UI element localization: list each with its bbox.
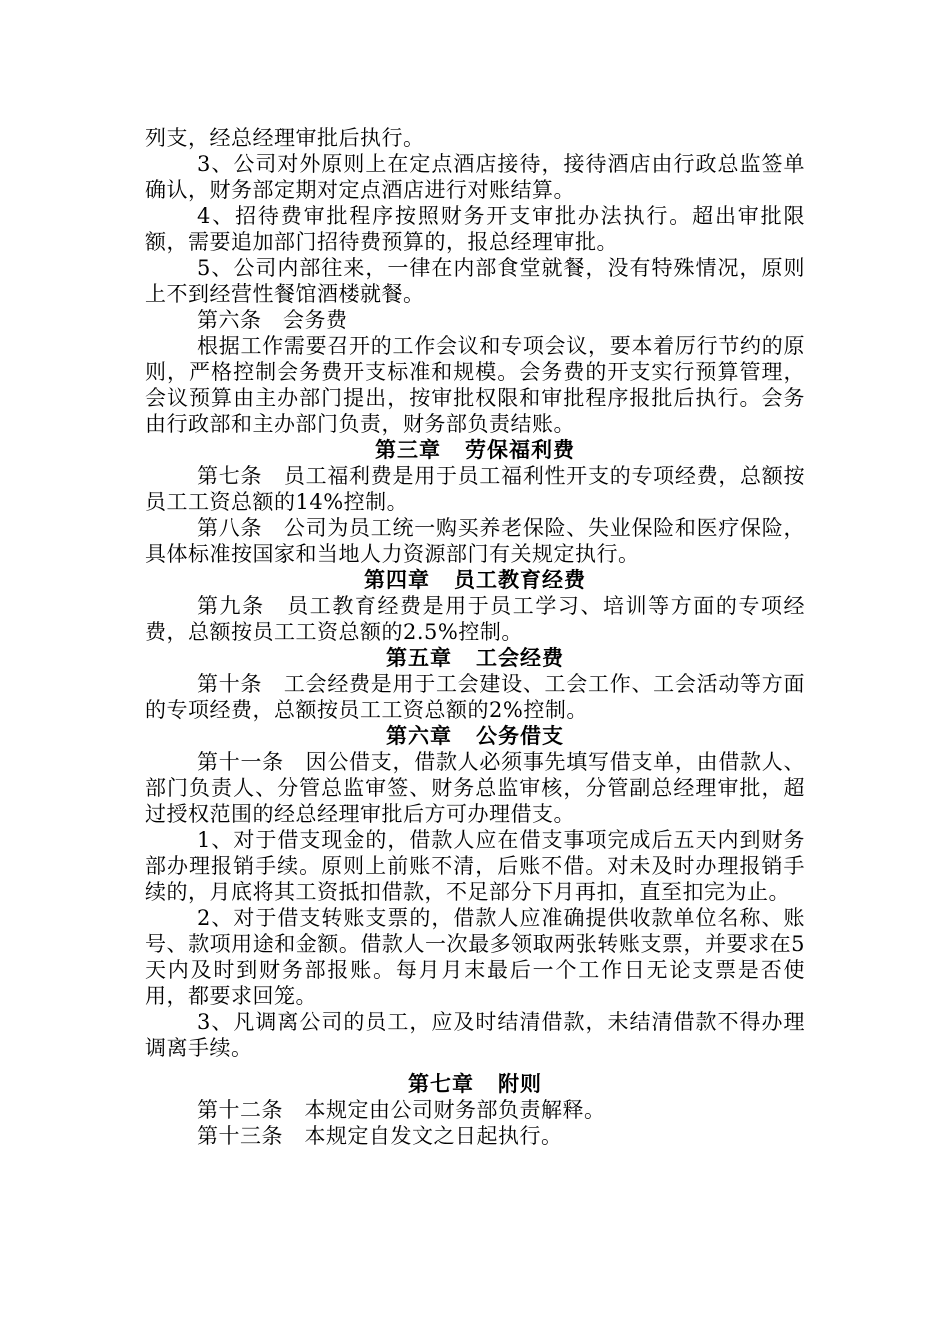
chapter-heading <box>145 1071 805 1097</box>
paragraph: 5、公司内部往来，一律在内部食堂就餐，没有特殊情况，原则上不到经营性餐馆酒楼就餐。 <box>145 256 805 306</box>
chapter-title: 劳保福利费 <box>465 438 575 462</box>
chapter-title: 公务借支 <box>476 724 564 748</box>
paragraph: 4、招待费审批程序按照财务开支审批办法执行。超出审批限额，需要追加部门招待费预算的，报总经理审批。 <box>145 204 805 254</box>
chapter-number: 第四章 <box>364 568 430 592</box>
chapter-heading <box>145 645 805 671</box>
article-heading: 第六条 会务费 <box>197 308 348 332</box>
paragraph: 3、凡调离公司的员工，应及时结清借款，未结清借款不得办理调离手续。 <box>145 1010 805 1060</box>
paragraph: 第十条 工会经费是用于工会建设、工会工作、工会活动等方面的专项经费，总额按员工工资总额的2%控制。 <box>145 672 805 722</box>
chapter-number: 第五章 <box>386 646 452 670</box>
chapter-heading <box>145 567 805 593</box>
paragraph: 3、公司对外原则上在定点酒店接待，接待酒店由行政总监签单确认，财务部定期对定点酒店进行对账结算。 <box>145 152 805 202</box>
paragraph: 列支，经总经理审批后执行。 <box>145 126 425 150</box>
chapter-title: 附则 <box>498 1072 542 1096</box>
chapter-heading <box>145 723 805 749</box>
chapter-number: 第七章 <box>408 1072 474 1096</box>
paragraph: 第九条 员工教育经费是用于员工学习、培训等方面的专项经费，总额按员工工资总额的2.5%控制。 <box>145 594 805 644</box>
paragraph: 根据工作需要召开的工作会议和专项会议，要本着厉行节约的原则，严格控制会务费开支标准和规模。会务费的开支实行预算管理，会议预算由主办部门提出，按审批权限和审批程序报批后执行。会务由行政部和主办部门负责，财务部负责结账。 <box>145 334 805 436</box>
document-body <box>145 125 805 1149</box>
paragraph: 第十二条 本规定由公司财务部负责解释。 <box>197 1098 606 1122</box>
chapter-title: 工会经费 <box>476 646 564 670</box>
paragraph: 1、对于借支现金的，借款人应在借支事项完成后五天内到财务部办理报销手续。原则上前账不清，后账不借。对未及时办理报销手续的，月底将其工资抵扣借款，不足部分下月再扣，直至扣完为止。 <box>145 828 805 904</box>
chapter-heading <box>145 437 805 463</box>
paragraph: 第十一条 因公借支，借款人必须事先填写借支单，由借款人、部门负责人、分管总监审签、财务总监审核，分管副总经理审批，超过授权范围的经总经理审批后方可办理借支。 <box>145 750 805 826</box>
chapter-title: 员工教育经费 <box>454 568 586 592</box>
chapter-number: 第六章 <box>386 724 452 748</box>
paragraph: 第七条 员工福利费是用于员工福利性开支的专项经费，总额按员工工资总额的14%控制。 <box>145 464 805 514</box>
paragraph: 第十三条 本规定自发文之日起执行。 <box>197 1124 563 1148</box>
chapter-number: 第三章 <box>375 438 441 462</box>
paragraph: 第八条 公司为员工统一购买养老保险、失业保险和医疗保险，具体标准按国家和当地人力资源部门有关规定执行。 <box>145 516 805 566</box>
paragraph: 2、对于借支转账支票的，借款人应准确提供收款单位名称、账号、款项用途和金额。借款人一次最多领取两张转账支票，并要求在5天内及时到财务部报账。每月月末最后一个工作日无论支票是否使用，都要求回笼。 <box>145 906 805 1008</box>
